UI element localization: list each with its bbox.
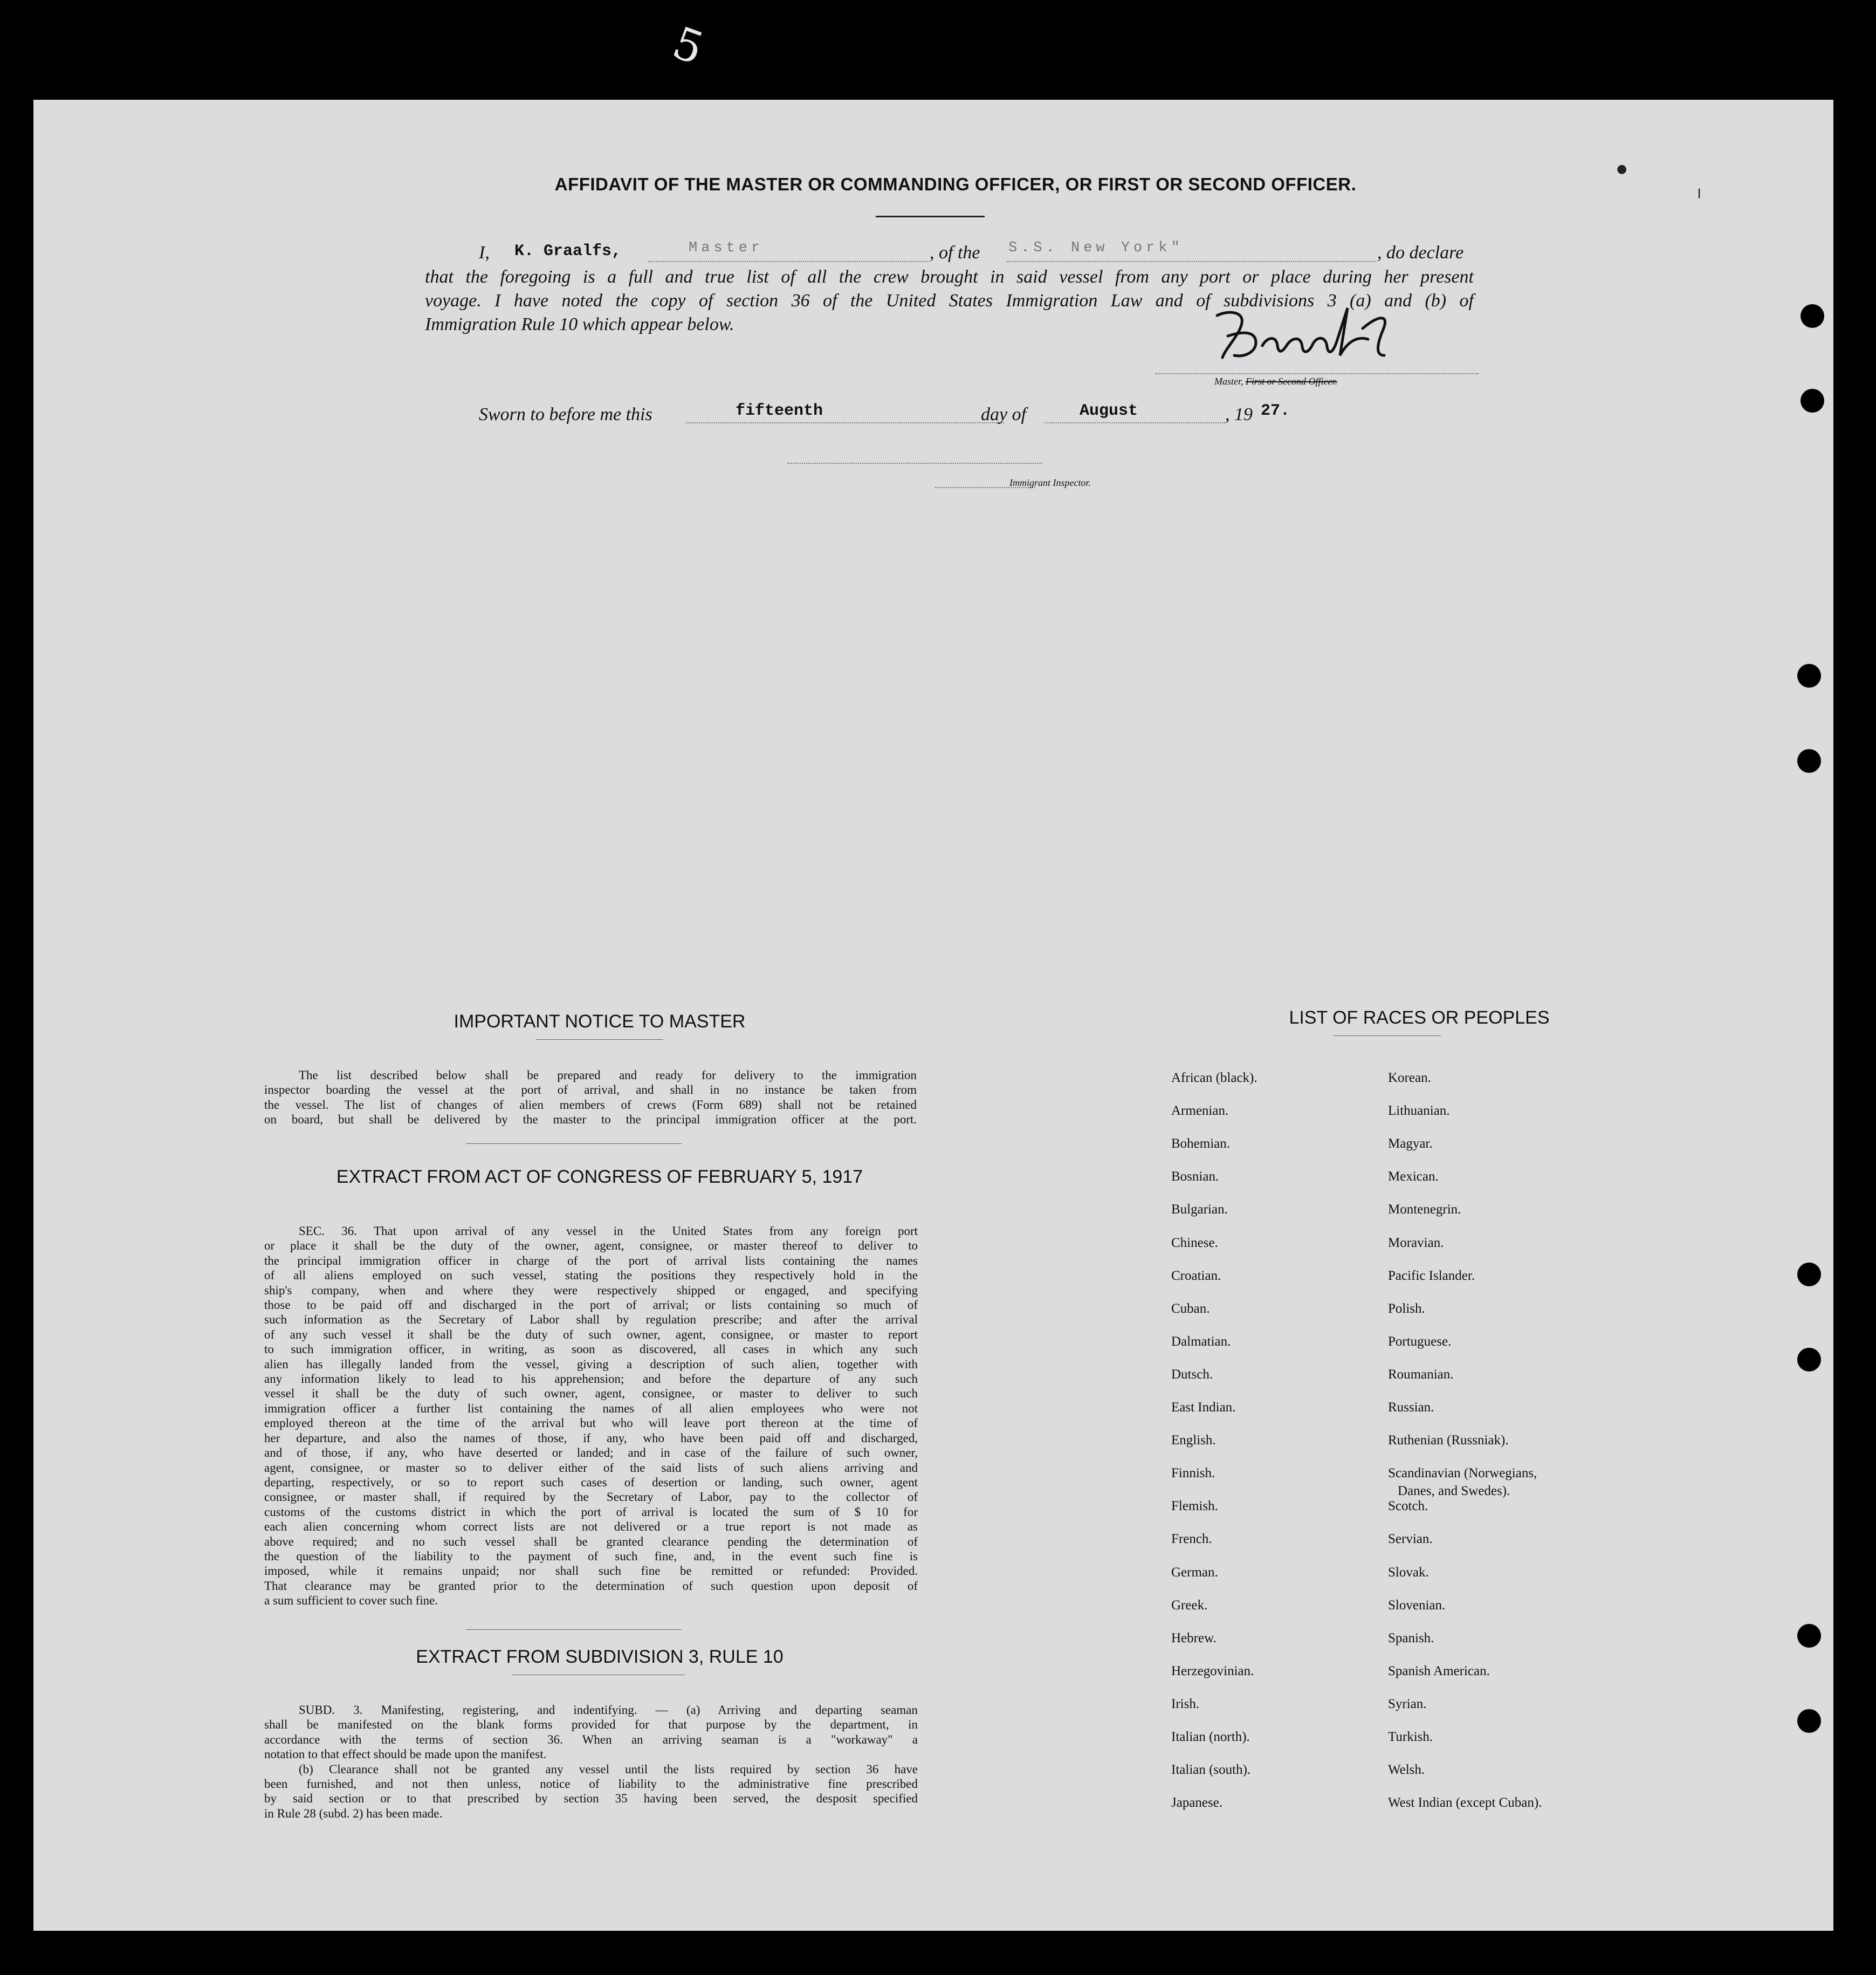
act-line: immigration officer a further list containing the names of all alien employees who were not bbox=[264, 1401, 918, 1415]
race-item: Polish. bbox=[1388, 1301, 1425, 1316]
race-item: Bulgarian. bbox=[1171, 1202, 1228, 1217]
race-item: Herzegovinian. bbox=[1171, 1664, 1254, 1678]
notice-line: The list described below shall be prepared and ready for delivery to the immigration bbox=[299, 1068, 917, 1082]
race-item: Bosnian. bbox=[1171, 1169, 1219, 1184]
stray-mark-icon: ╷ bbox=[1694, 180, 1705, 198]
race-item: Dutsch. bbox=[1171, 1367, 1213, 1382]
punch-hole-icon bbox=[1797, 664, 1821, 688]
signature-caption bbox=[1214, 376, 1337, 387]
caption-master: Master, bbox=[1214, 376, 1243, 387]
race-item: Moravian. bbox=[1388, 1236, 1444, 1250]
race-item: Servian. bbox=[1388, 1532, 1433, 1546]
race-item: Mexican. bbox=[1388, 1169, 1439, 1184]
act-line: consignee, or master shall, if required by the Secretary of Labor, pay to the collector of bbox=[264, 1490, 918, 1504]
sworn-day-field: fifteenth bbox=[736, 402, 823, 420]
act-line: or place it shall be the duty of the owner, agent, consignee, or master thereof to deliver to bbox=[264, 1239, 918, 1253]
rule-text bbox=[264, 1703, 918, 1821]
act-line: the principal immigration officer in charge of the port of arrival lists containing the names bbox=[264, 1253, 918, 1267]
rule-line: by said section or to that prescribed by section 35 having been served, the desposit specified bbox=[264, 1792, 918, 1806]
race-item: Greek. bbox=[1171, 1598, 1208, 1613]
sworn-year-field: 27. bbox=[1261, 402, 1290, 420]
vessel-field: S.S. New York" bbox=[1008, 240, 1184, 256]
race-continuation: Danes, and Swedes). bbox=[1398, 1484, 1510, 1498]
race-item: Croatian. bbox=[1171, 1268, 1221, 1283]
punch-hole-icon bbox=[1797, 749, 1821, 773]
race-item: Portuguese. bbox=[1388, 1334, 1452, 1349]
punch-hole-icon bbox=[1797, 1263, 1821, 1286]
act-line: such information as the Secretary of Labor shall by regulation prescribe; and after the arrival bbox=[264, 1313, 918, 1327]
act-line: those to be paid off and discharged in the port of arrival; or lists containing so much of bbox=[264, 1298, 918, 1312]
affidavit-line-4: Immigration Rule 10 which appear below. bbox=[425, 314, 734, 334]
affidavit-line-3: voyage. I have noted the copy of section 36 of the United States Immigration Law and of subdivisions 3 (a) and (b) of bbox=[425, 291, 1474, 311]
act-line: each alien concerning whom correct lists are not delivered or a true report is not made as bbox=[264, 1520, 918, 1534]
affidavit-title: AFFIDAVIT OF THE MASTER OR COMMANDING OFFICER, OR FIRST OR SECOND OFFICER. bbox=[554, 174, 1357, 194]
sworn-month-field: August bbox=[1080, 402, 1138, 420]
punch-hole-icon bbox=[1801, 389, 1824, 413]
race-item: Korean. bbox=[1388, 1071, 1431, 1085]
punch-hole-icon bbox=[1797, 1709, 1821, 1733]
race-item: African (black). bbox=[1171, 1071, 1257, 1085]
rank-field: Master bbox=[689, 240, 764, 256]
rank-dotted-line bbox=[648, 261, 929, 262]
race-item: Scotch. bbox=[1388, 1499, 1428, 1513]
act-heading: EXTRACT FROM ACT OF CONGRESS OF FEBRUARY 5, 1917 bbox=[336, 1167, 863, 1187]
act-line: employed thereon at the time of the arrival but who will leave port thereon at the time of bbox=[264, 1416, 918, 1430]
race-item: Armenian. bbox=[1171, 1103, 1229, 1118]
races-underline bbox=[1333, 1035, 1441, 1036]
race-item: Bohemian. bbox=[1171, 1136, 1231, 1151]
act-line: vessel it shall be the duty of such owner, agent, consignee, or master to deliver to such bbox=[264, 1387, 918, 1401]
race-item: Magyar. bbox=[1388, 1136, 1433, 1151]
notice-divider bbox=[466, 1143, 682, 1144]
affidavit-i: I, bbox=[479, 243, 490, 263]
stray-mark-icon: ● bbox=[1617, 162, 1627, 176]
race-item: Dalmatian. bbox=[1171, 1334, 1231, 1349]
affidavit-line-2: that the foregoing is a full and true list of all the crew brought in said vessel from any port or place during her present bbox=[425, 267, 1474, 287]
race-item: Slovenian. bbox=[1388, 1598, 1446, 1613]
race-item: French. bbox=[1171, 1532, 1212, 1546]
act-divider bbox=[466, 1629, 682, 1630]
race-item: Japanese. bbox=[1171, 1795, 1223, 1810]
race-item: English. bbox=[1171, 1433, 1216, 1448]
punch-hole-icon bbox=[1801, 304, 1824, 328]
caption-struck-officer: First or Second Officer. bbox=[1246, 376, 1337, 387]
act-line: agent, consignee, or master so to deliver either of the said lists of such aliens arriving and bbox=[264, 1460, 918, 1475]
race-item: Roumanian. bbox=[1388, 1367, 1454, 1382]
act-line: to such immigration officer, in writing, as soon as discovered, all cases in which any such bbox=[264, 1342, 918, 1356]
inspector-signature-line bbox=[787, 463, 1042, 464]
notice-text bbox=[264, 1068, 917, 1127]
race-item: Spanish American. bbox=[1388, 1664, 1490, 1678]
rule-line: in Rule 28 (subd. 2) has been made. bbox=[264, 1806, 443, 1820]
race-item: Chinese. bbox=[1171, 1236, 1218, 1250]
vessel-dotted-line bbox=[1007, 261, 1376, 262]
notice-heading: IMPORTANT NOTICE TO MASTER bbox=[453, 1011, 746, 1032]
race-item: Welsh. bbox=[1388, 1763, 1425, 1777]
race-item: Syrian. bbox=[1388, 1697, 1427, 1711]
act-line: above required; and no such vessel shall be granted clearance pending the determination of bbox=[264, 1534, 918, 1548]
act-line: the question of the liability to the payment of such fine, and, in the event such fine is bbox=[264, 1549, 918, 1563]
notice-line: on board, but shall be delivered by the master to the principal immigration officer at the port. bbox=[264, 1113, 917, 1127]
race-item: Turkish. bbox=[1388, 1730, 1433, 1744]
act-line: of any such vessel it shall be the duty of such owner, agent, consignee, or master to report bbox=[264, 1327, 918, 1341]
day-of-label: day of bbox=[981, 404, 1027, 424]
corner-page-mark: 5 bbox=[666, 17, 710, 76]
master-name-field: K. Graalfs, bbox=[514, 242, 622, 260]
race-item: Russian. bbox=[1388, 1400, 1434, 1415]
rule-line: SUBD. 3. Manifesting, registering, and indentifying. — (a) Arriving and departing seaman bbox=[299, 1703, 918, 1717]
rule-line: been furnished, and not then unless, notice of liability to the administrative fine prescribed bbox=[264, 1777, 918, 1791]
act-line: any information likely to lead to his apprehension; and before the departure of any such bbox=[264, 1372, 918, 1386]
race-item: Ruthenian (Russniak). bbox=[1388, 1433, 1509, 1448]
do-declare-label: , do declare bbox=[1377, 243, 1464, 263]
race-item: Finnish. bbox=[1171, 1466, 1215, 1480]
inspector-caption: Immigrant Inspector. bbox=[1009, 477, 1091, 488]
race-item: Cuban. bbox=[1171, 1301, 1210, 1316]
act-line: customs of the customs district in which the port of arrival is located the sum of $ 10 for bbox=[264, 1505, 918, 1519]
rule-line: notation to that effect should be made upon the manifest. bbox=[264, 1747, 547, 1761]
act-line: of all aliens employed on such vessel, stating the positions they respectively hold in the bbox=[264, 1268, 918, 1283]
rule-line: accordance with the terms of section 36. When an arriving seaman is a "workaway" a bbox=[264, 1732, 918, 1746]
punch-hole-icon bbox=[1797, 1348, 1821, 1371]
of-the-label: , of the bbox=[930, 243, 980, 263]
act-line: alien has illegally landed from the vessel, giving a description of such alien, together with bbox=[264, 1357, 918, 1371]
race-item: West Indian (except Cuban). bbox=[1388, 1795, 1542, 1810]
race-item: German. bbox=[1171, 1565, 1218, 1580]
document-page bbox=[33, 100, 1833, 1931]
race-item: Irish. bbox=[1171, 1697, 1200, 1711]
races-heading: LIST OF RACES OR PEOPLES bbox=[1289, 1007, 1550, 1028]
race-item: Flemish. bbox=[1171, 1499, 1218, 1513]
race-item: Montenegrin. bbox=[1388, 1202, 1461, 1217]
race-item: Scandinavian (Norwegians, bbox=[1388, 1466, 1537, 1480]
act-line: ship's company, when and where they were respectively shipped or engaged, and specifying bbox=[264, 1283, 918, 1297]
rule-line: shall be manifested on the blank forms provided for that purpose by the department, in bbox=[264, 1718, 918, 1732]
notice-line: inspector boarding the vessel at the port of arrival, and shall in no instance be taken from bbox=[264, 1083, 917, 1097]
race-item: Lithuanian. bbox=[1388, 1103, 1450, 1118]
title-underline bbox=[876, 216, 985, 217]
act-line: a sum sufficient to cover such fine. bbox=[264, 1594, 438, 1608]
act-line: That clearance may be granted prior to the determination of such question upon deposit of bbox=[264, 1579, 918, 1593]
act-line: her departure, and also the names of those, if any, who have been paid off and discharged, bbox=[264, 1431, 918, 1445]
sworn-label: Sworn to before me this bbox=[479, 404, 652, 424]
race-item: East Indian. bbox=[1171, 1400, 1236, 1415]
race-item: Italian (south). bbox=[1171, 1763, 1251, 1777]
notice-line: the vessel. The list of changes of alien members of crews (Form 689) shall not be retained bbox=[264, 1098, 917, 1112]
act-line: imposed, while it remains unpaid; nor shall such fine be remitted or refunded: Provided. bbox=[264, 1564, 918, 1578]
rule-line: (b) Clearance shall not be granted any vessel until the lists required by section 36 have bbox=[299, 1762, 918, 1776]
month-dotted-line bbox=[1044, 422, 1225, 423]
race-item: Slovak. bbox=[1388, 1565, 1429, 1580]
year-prefix: , 19 bbox=[1225, 404, 1253, 424]
act-line: SEC. 36. That upon arrival of any vessel in the United States from any foreign port bbox=[299, 1224, 918, 1238]
race-item: Pacific Islander. bbox=[1388, 1268, 1475, 1283]
master-signature bbox=[1206, 304, 1438, 363]
day-dotted-line bbox=[686, 422, 1004, 423]
race-item: Italian (north). bbox=[1171, 1730, 1250, 1744]
notice-underline bbox=[536, 1039, 663, 1040]
punch-hole-icon bbox=[1797, 1624, 1821, 1648]
act-line: and of those, if any, who have deserted or landed; and in case of the failure of such owner, bbox=[264, 1446, 918, 1460]
signature-dotted-line bbox=[1155, 373, 1479, 374]
race-item: Hebrew. bbox=[1171, 1631, 1217, 1645]
act-line: departing, respectively, or so to report such cases of desertion or landing, such owner, agent bbox=[264, 1475, 918, 1489]
act-text bbox=[264, 1224, 918, 1608]
rule-heading: EXTRACT FROM SUBDIVISION 3, RULE 10 bbox=[416, 1647, 784, 1667]
race-item: Spanish. bbox=[1388, 1631, 1434, 1645]
